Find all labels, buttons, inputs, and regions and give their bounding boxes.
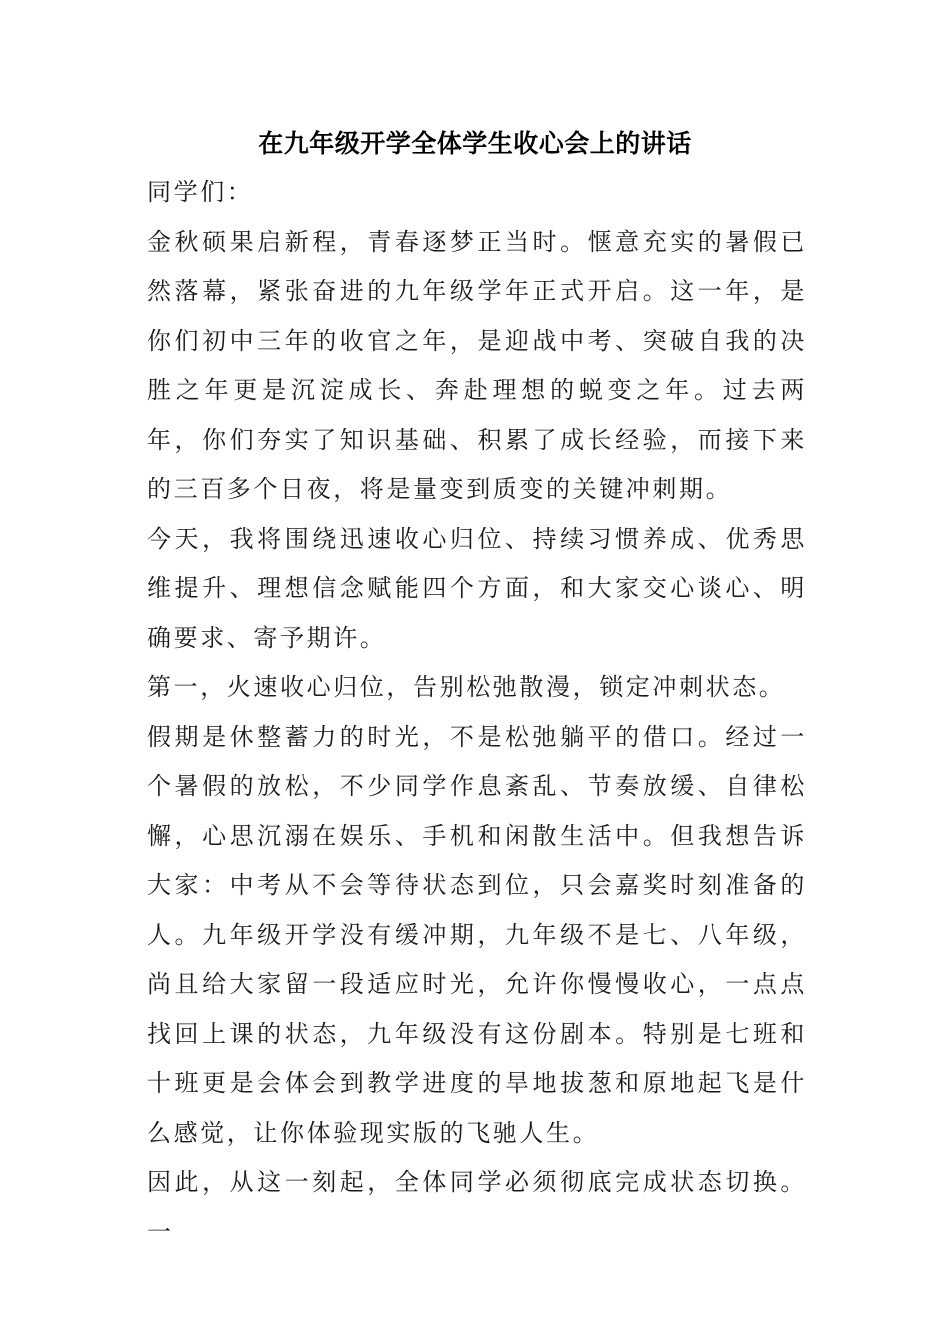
paragraph-salutation: 同学们： — [147, 178, 254, 206]
document-title: 在九年级开学全体学生收心会上的讲话 — [258, 129, 692, 158]
paragraph-continuation: 因此，从这一刻起，全体同学必须彻底完成状态切换。一 — [147, 1168, 807, 1246]
document-body — [147, 168, 807, 1257]
paragraph-overview: 今天，我将围绕迅速收心归位、持续习惯养成、优秀思维提升、理想信念赋能四个方面，和大家交心谈心、明确要求、寄予期许。 — [147, 524, 807, 652]
paragraph-section-body: 假期是休整蓄力的时光，不是松弛躺平的借口。经过一个暑假的放松，不少同学作息紊乱、节奏放缓、自律松懈，心思沉溺在娱乐、手机和闲散生活中。但我想告诉大家：中考从不会等待状态到位，只会嘉奖时刻准备的人。九年级开学没有缓冲期，九年级不是七、八年级，尚且给大家留一段适应时光，允许你慢慢收心，一点点找回上课的状态，九年级没有这份剧本。特别是七班和十班更是会体会到教学进度的旱地拔葱和原地起飞是什么感觉，让你体验现实版的飞驰人生。 — [147, 722, 807, 1147]
paragraph-section-heading: 第一，火速收心归位，告别松弛散漫，锁定冲刺状态。 — [147, 673, 786, 701]
paragraph-intro: 金秋硕果启新程，青春逐梦正当时。惬意充实的暑假已然落幕，紧张奋进的九年级学年正式开启。这一年，是你们初中三年的收官之年，是迎战中考、突破自我的决胜之年更是沉淀成长、奔赴理想的蜕变之年。过去两年，你们夯实了知识基础、积累了成长经验，而接下来的三百多个日夜，将是量变到质变的关键冲刺期。 — [147, 227, 807, 503]
